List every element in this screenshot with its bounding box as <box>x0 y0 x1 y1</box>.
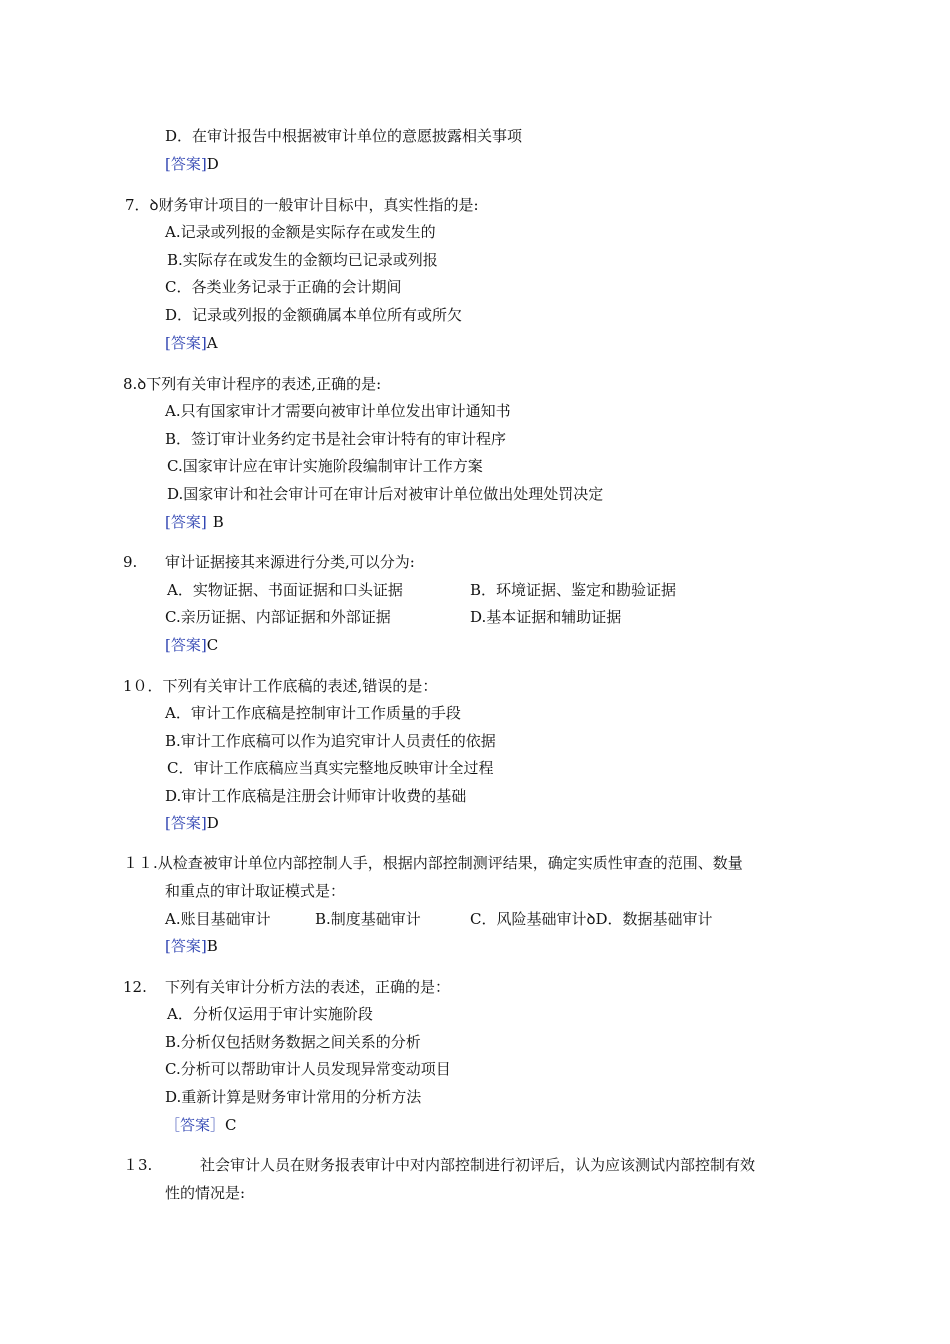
answer-label: [答案] <box>165 155 207 173</box>
q13-stem-line2: 性的情况是: <box>165 1184 246 1202</box>
q10-option-d: D.审计工作底稿是注册会计师审计收费的基础 <box>165 787 467 805</box>
q6-answer <box>165 154 219 174</box>
q7-answer <box>165 333 218 353</box>
q8-option-b: B．签订审计业务约定书是社会审计特有的审计程序 <box>165 430 507 448</box>
q12-option-d: D.重新计算是财务审计常用的分析方法 <box>165 1088 422 1106</box>
q7-option-a: A.记录或列报的金额是实际存在或发生的 <box>165 223 436 241</box>
answer-label: [答案] <box>165 636 207 654</box>
answer-label: [答案] <box>165 814 207 832</box>
answer-label: [答案] <box>165 334 207 352</box>
q10-option-a: A．审计工作底稿是控制审计工作质量的手段 <box>165 704 461 722</box>
q8-option-a: A.只有国家审计才需要向被审计单位发出审计通知书 <box>165 402 511 420</box>
q9-option-d: D.基本证据和辅助证据 <box>470 608 622 626</box>
q10-option-c: C．审计工作底稿应当真实完整地反映审计全过程 <box>167 759 494 777</box>
q11-answer <box>165 936 218 956</box>
answer-value: C <box>206 636 219 654</box>
q9-option-a: A．实物证据、书面证据和口头证据 <box>167 581 403 599</box>
q8-option-d: D.国家审计和社会审计可在审计后对被审计单位做出处理处罚决定 <box>167 485 604 503</box>
q10-option-b: B.审计工作底稿可以作为追究审计人员责任的依据 <box>165 732 496 750</box>
q12-answer <box>165 1115 237 1135</box>
q8-stem: 8.ꝺ下列有关审计程序的表述,正确的是: <box>123 375 382 393</box>
q11-stem-line1: １１.从检查被审计单位内部控制人手，根据内部控制测评结果，确定实质性审查的范围、数量 <box>123 854 743 872</box>
q11-option-a: A.账目基础审计 <box>165 910 271 928</box>
q12-number: 12. <box>123 978 147 996</box>
answer-value: D <box>206 155 219 173</box>
q7-option-c: C．各类业务记录于正确的会计期间 <box>165 278 402 296</box>
q8-answer <box>165 512 224 532</box>
q11-option-cd: C．风险基础审计ꝺD．数据基础审计 <box>470 910 713 928</box>
q12-stem: 下列有关审计分析方法的表述，正确的是： <box>165 978 451 996</box>
q7-stem: 7．ꝺ财务审计项目的一般审计目标中，真实性指的是: <box>125 196 479 214</box>
answer-label: [答案] <box>165 937 207 955</box>
q6-option-d: D．在审计报告中根据被审计单位的意愿披露相关事项 <box>165 127 523 145</box>
q9-stem: 审计证据接其来源进行分类,可以分为: <box>165 553 415 571</box>
q11-option-b: B.制度基础审计 <box>315 910 421 928</box>
answer-value: B <box>212 513 224 531</box>
q13-stem-line1: 社会审计人员在财务报表审计中对内部控制进行初评后，认为应该测试内部控制有效 <box>200 1156 756 1174</box>
q7-option-d: D．记录或列报的金额确属本单位所有或所欠 <box>165 306 463 324</box>
q12-option-a: A．分析仅运用于审计实施阶段 <box>167 1005 373 1023</box>
q7-option-b: B.实际存在或发生的金额均已记录或列报 <box>167 251 438 269</box>
q9-option-b: B．环境证据、鉴定和勘验证据 <box>470 581 677 599</box>
q9-answer <box>165 635 218 655</box>
q13-number: １3. <box>123 1156 153 1174</box>
q12-option-c: C.分析可以帮助审计人员发现异常变动项目 <box>165 1060 451 1078</box>
answer-value: C <box>225 1116 237 1134</box>
answer-value: B <box>206 937 218 955</box>
q10-answer <box>165 813 219 833</box>
q9-option-c: C.亲历证据、内部证据和外部证据 <box>165 608 391 626</box>
answer-value: A <box>206 334 218 352</box>
q9-number: 9. <box>123 553 138 571</box>
answer-value: D <box>206 814 219 832</box>
answer-label: ［答案］ <box>165 1116 226 1134</box>
answer-label: [答案] <box>165 513 207 531</box>
q10-stem: 1０．下列有关审计工作底稿的表述,错误的是： <box>123 677 438 695</box>
q11-stem-line2: 和重点的审计取证模式是： <box>165 882 346 900</box>
q8-option-c: C.国家审计应在审计实施阶段编制审计工作方案 <box>167 457 483 475</box>
q12-option-b: B.分析仅包括财务数据之间关系的分析 <box>165 1033 421 1051</box>
